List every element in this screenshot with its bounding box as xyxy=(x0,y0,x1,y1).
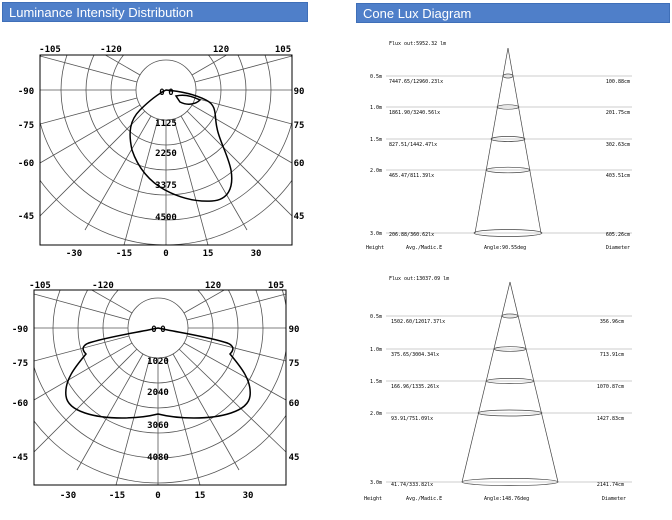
polar-diagram-bottom xyxy=(0,280,330,505)
bottom-angle-label: -30 xyxy=(65,249,83,259)
cone-diagram-bottom xyxy=(360,272,672,508)
right-angle-label: 60 xyxy=(293,159,305,169)
cone-diagram-top xyxy=(360,36,672,256)
polar-diagram-top xyxy=(0,40,330,260)
left-angle-label: -45 xyxy=(17,212,35,222)
lux-label: 41.74/333.82lx xyxy=(391,482,434,488)
lux-label: 827.51/1442.47lx xyxy=(389,142,438,148)
footer-height: Height xyxy=(364,496,383,502)
center-label: 0 xyxy=(168,88,174,98)
left-angle-label: -75 xyxy=(11,359,29,369)
height-label: 1.0m xyxy=(370,347,383,353)
lux-label: 1502.60/12017.37lx xyxy=(391,319,446,325)
bottom-angle-label: -15 xyxy=(108,491,126,501)
top-angle-label: -105 xyxy=(39,45,61,55)
lux-label: 93.91/751.09lx xyxy=(391,416,434,422)
lux-label: 1861.90/3240.56lx xyxy=(389,110,441,116)
diameter-label: 1427.83cm xyxy=(596,416,624,422)
footer-angle: Angle:148.76deg xyxy=(484,496,530,502)
lux-label: 166.96/1335.26lx xyxy=(391,384,440,390)
top-angle-label: 120 xyxy=(212,45,230,55)
height-label: 3.0m xyxy=(370,231,383,237)
bottom-angle-label: 0 xyxy=(163,249,169,259)
footer-height: Height xyxy=(366,245,385,251)
bottom-angle-label: 15 xyxy=(194,491,206,501)
footer-diameter: Diameter xyxy=(605,245,630,251)
ring-label: 2250 xyxy=(155,149,177,159)
diameter-label: 100.88cm xyxy=(605,79,630,85)
bottom-angle-label: -30 xyxy=(59,491,77,501)
bottom-angle-label: 15 xyxy=(202,249,214,259)
bottom-angle-label: 0 xyxy=(155,491,161,501)
ring-label: 2040 xyxy=(147,388,169,398)
diameter-label: 302.63cm xyxy=(605,142,630,148)
footer-angle: Angle:90.55deg xyxy=(484,245,527,251)
footer-avg: Avg./Madic.E xyxy=(406,245,443,251)
footer-diameter: Diameter xyxy=(601,496,626,502)
diameter-label: 403.51cm xyxy=(605,173,630,179)
center-label: 0 xyxy=(160,325,166,335)
left-angle-label: -75 xyxy=(17,121,35,131)
flux-label: Flux out:13037.09 lm xyxy=(389,276,450,282)
height-label: 0.5m xyxy=(370,314,383,320)
diameter-label: 713.91cm xyxy=(599,352,624,358)
top-angle-label: -120 xyxy=(100,45,122,55)
right-angle-label: 45 xyxy=(288,453,300,463)
left-angle-label: -90 xyxy=(17,87,35,97)
ring-label: 4080 xyxy=(147,453,169,463)
top-angle-label: 120 xyxy=(204,281,222,291)
height-label: 1.5m xyxy=(370,137,383,143)
right-angle-label: 90 xyxy=(288,325,300,335)
height-label: 3.0m xyxy=(370,480,383,486)
lux-label: 375.65/3004.34lx xyxy=(391,352,440,358)
lux-label: 206.88/360.62lx xyxy=(389,232,435,238)
right-angle-label: 60 xyxy=(288,399,300,409)
ring-label: 0 xyxy=(159,88,165,98)
right-angle-label: 90 xyxy=(293,87,305,97)
ring-label: 4500 xyxy=(155,213,177,223)
right-angle-label: 45 xyxy=(293,212,305,222)
height-label: 2.0m xyxy=(370,411,383,417)
cone-lux-header: Cone Lux Diagram xyxy=(356,3,670,23)
right-angle-label: 75 xyxy=(288,359,300,369)
ring-label: 1125 xyxy=(155,119,177,129)
height-label: 2.0m xyxy=(370,168,383,174)
footer-avg: Avg./Madic.E xyxy=(406,496,443,502)
ring-label: 0 xyxy=(151,325,157,335)
diameter-label: 201.75cm xyxy=(605,110,630,116)
bottom-angle-label: 30 xyxy=(242,491,254,501)
diameter-label: 605.26cm xyxy=(605,232,630,238)
cone-rows-bottom xyxy=(386,316,632,482)
top-angle-label: -120 xyxy=(92,281,114,291)
flux-label: Flux out:5952.32 lm xyxy=(389,41,447,47)
height-label: 0.5m xyxy=(370,74,383,80)
diameter-label: 2141.74cm xyxy=(596,482,624,488)
cone-rows-top xyxy=(386,76,632,233)
top-angle-label: 105 xyxy=(274,45,292,55)
bottom-angle-label: 30 xyxy=(250,249,262,259)
ring-label: 3375 xyxy=(155,181,177,191)
top-angle-label: 105 xyxy=(267,281,285,291)
luminance-header: Luminance Intensity Distribution xyxy=(2,2,308,22)
ring-label: 1020 xyxy=(147,357,169,367)
left-angle-label: -60 xyxy=(11,399,29,409)
bottom-angle-label: -15 xyxy=(115,249,133,259)
left-angle-label: -60 xyxy=(17,159,35,169)
top-angle-label: -105 xyxy=(29,281,51,291)
left-angle-label: -45 xyxy=(11,453,29,463)
lux-label: 465.47/811.39lx xyxy=(389,173,435,179)
diameter-label: 1070.87cm xyxy=(596,384,624,390)
cone-shape-bottom xyxy=(462,282,558,486)
right-angle-label: 75 xyxy=(293,121,305,131)
left-angle-label: -90 xyxy=(11,325,29,335)
diameter-label: 356.96cm xyxy=(599,319,624,325)
height-label: 1.0m xyxy=(370,105,383,111)
ring-label: 3060 xyxy=(147,421,169,431)
lux-label: 7447.65/12960.23lx xyxy=(389,79,444,85)
height-label: 1.5m xyxy=(370,379,383,385)
